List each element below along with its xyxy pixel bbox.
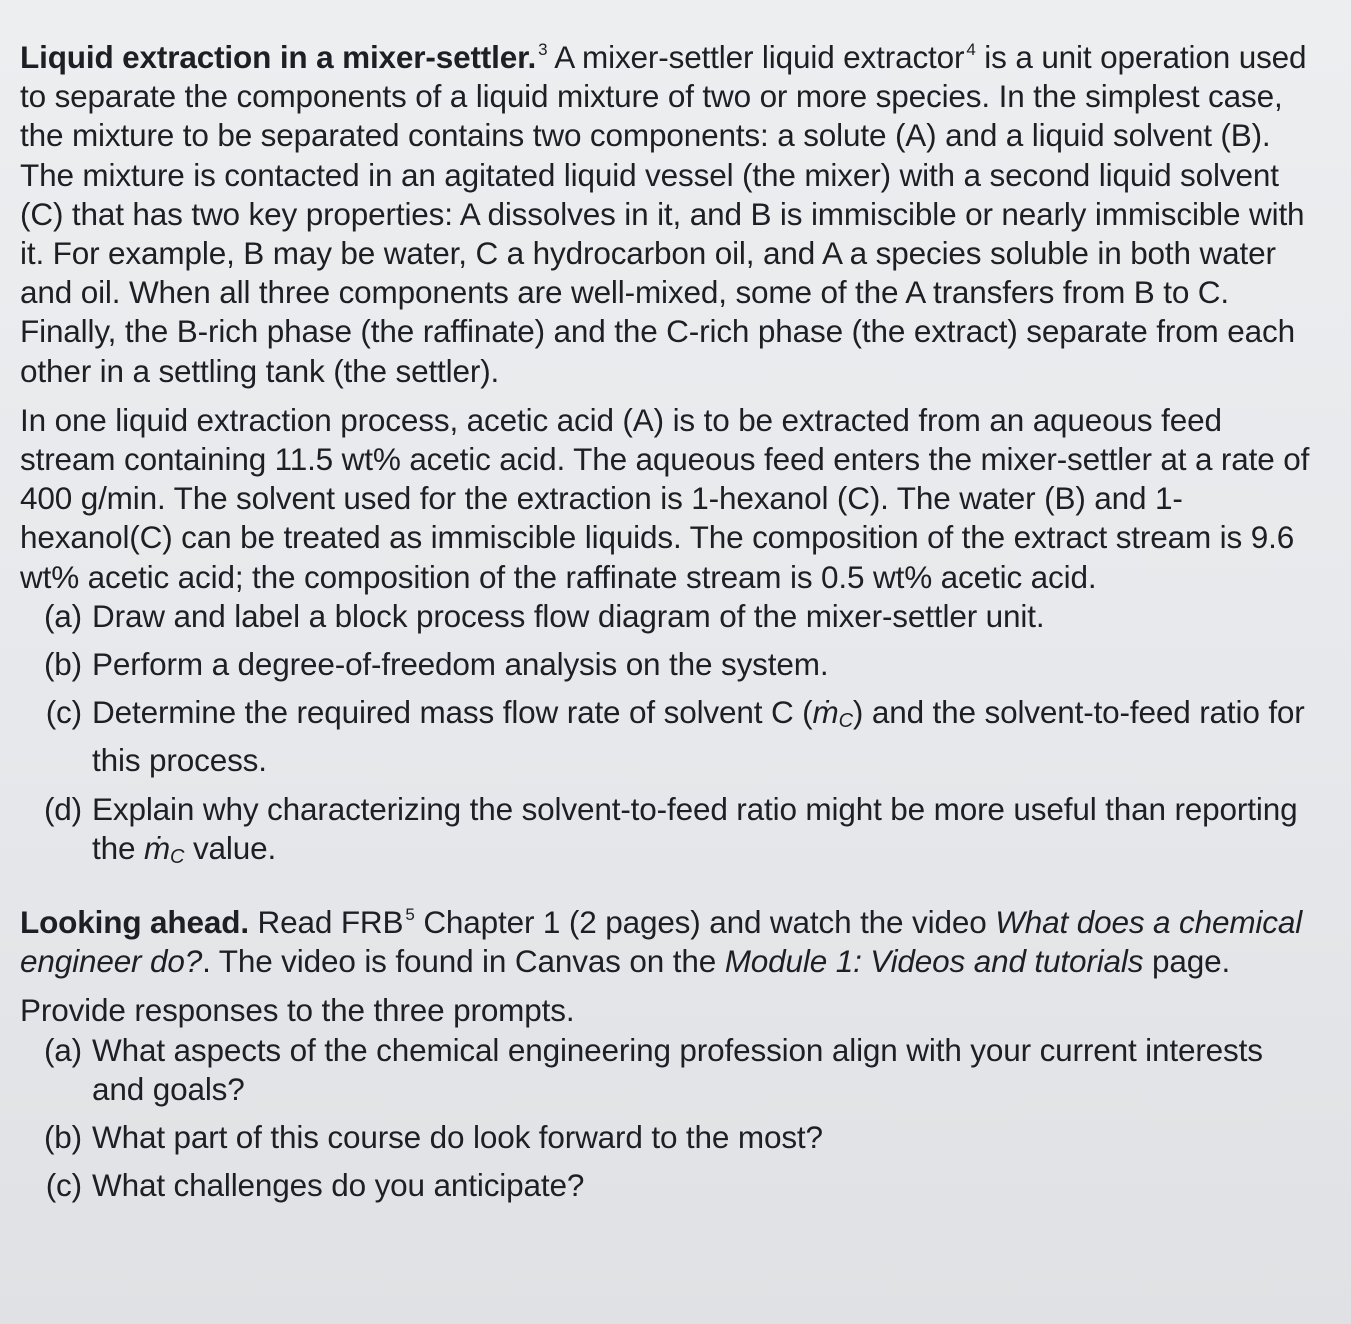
looking-ahead-title: Looking ahead. bbox=[20, 904, 249, 941]
mass-flow-symbol: ṁ bbox=[143, 829, 171, 866]
problem-title: Liquid extraction in a mixer-settler. bbox=[20, 39, 537, 75]
looking-ahead-paragraph bbox=[20, 903, 1320, 981]
prompt-label: (c) bbox=[45, 1167, 82, 1204]
question-item bbox=[20, 597, 1320, 636]
prompt-text: What challenges do you anticipate? bbox=[92, 1167, 585, 1204]
prompt-list bbox=[20, 1031, 1320, 1206]
looking-ahead-text-c: . The video is found in Canvas on the bbox=[202, 943, 717, 980]
mass-flow-subscript: C bbox=[170, 845, 185, 868]
document-content bbox=[20, 38, 1320, 1214]
question-item bbox=[20, 645, 1320, 684]
question-text-b: value. bbox=[192, 829, 277, 866]
mass-flow-subscript: C bbox=[838, 710, 853, 733]
question-label: (b) bbox=[43, 646, 82, 683]
question-text-a: Determine the required mass flow rate of solvent C ( bbox=[92, 694, 813, 731]
problem-intro-a: A mixer-settler liquid extractor bbox=[554, 39, 965, 75]
question-item bbox=[20, 693, 1320, 780]
looking-ahead-text-a: Read FRB bbox=[257, 904, 404, 941]
footnote-ref-3: 3 bbox=[538, 40, 548, 59]
video-title: What does a chemical engineer do? bbox=[20, 904, 1303, 980]
prompt-text: What part of this course do look forward to the most? bbox=[92, 1119, 823, 1156]
mass-flow-symbol: ṁ bbox=[812, 694, 839, 731]
problem-intro-b: is a unit operation used to separate the components of a liquid mixture of two or more species. In the simplest case, the mixture to be separated contains two components: a solute (A) and a liquid solvent (B). The mixture is contacted in an agitated liquid vessel (the mixer) with a second liquid solvent (C) that has two key properties: A dissolves in it, and B is immiscible or nearly immiscible with it. For example, B may be water, C a hydrocarbon oil, and A a species soluble in both water and oil. When all three components are well-mixed, some of the A transfers from B to C. Finally, the B-rich phase (the raffinate) and the C-rich phase (the extract) separate from each other in a settling tank (the settler). bbox=[20, 39, 1307, 389]
prompt-item bbox=[20, 1031, 1320, 1109]
problem-question-list bbox=[20, 597, 1320, 877]
looking-ahead-text-b: Chapter 1 (2 pages) and watch the video bbox=[423, 904, 987, 941]
problem-paragraph-2: In one liquid extraction process, acetic acid (A) is to be extracted from an aqueous feed stream containing 11.5 wt% acetic acid. The aqueous feed enters the mixer-settler at a rate of 400 g/min. The solvent used for the extraction is 1-hexanol (C). The water (B) and 1-hexanol(C) can be treated as immiscible liquids. The composition of the extract stream is 9.6 wt% acetic acid; the composition of the raffinate stream is 0.5 wt% acetic acid. bbox=[20, 401, 1310, 595]
question-text-a: Explain why characterizing the solvent-to-feed ratio might be more useful than reporting the bbox=[92, 790, 1298, 866]
prompt-item bbox=[20, 1118, 1320, 1157]
problem-paragraph-1 bbox=[20, 38, 1320, 391]
prompt-label: (a) bbox=[43, 1031, 82, 1068]
question-label: (d) bbox=[43, 790, 82, 827]
prompt-item bbox=[20, 1166, 1320, 1205]
question-text: Draw and label a block process flow diagram of the mixer-settler unit. bbox=[92, 597, 1045, 634]
prompt-intro: Provide responses to the three prompts. bbox=[20, 992, 575, 1029]
looking-ahead-text-d: page. bbox=[1152, 943, 1231, 980]
question-text: Perform a degree-of-freedom analysis on the system. bbox=[92, 646, 829, 683]
question-label: (a) bbox=[43, 597, 82, 634]
prompt-text: What aspects of the chemical engineering profession align with your current interests and goals? bbox=[92, 1031, 1263, 1107]
question-item bbox=[20, 790, 1320, 877]
footnote-ref-5: 5 bbox=[405, 905, 415, 925]
footnote-ref-4: 4 bbox=[966, 40, 976, 59]
looking-ahead-section bbox=[20, 903, 1320, 1205]
question-text-b: ) and the solvent-to-feed ratio for this process. bbox=[92, 694, 1305, 779]
module-page-name: Module 1: Videos and tutorials bbox=[724, 943, 1144, 980]
question-label: (c) bbox=[45, 694, 82, 731]
prompt-label: (b) bbox=[43, 1119, 82, 1156]
